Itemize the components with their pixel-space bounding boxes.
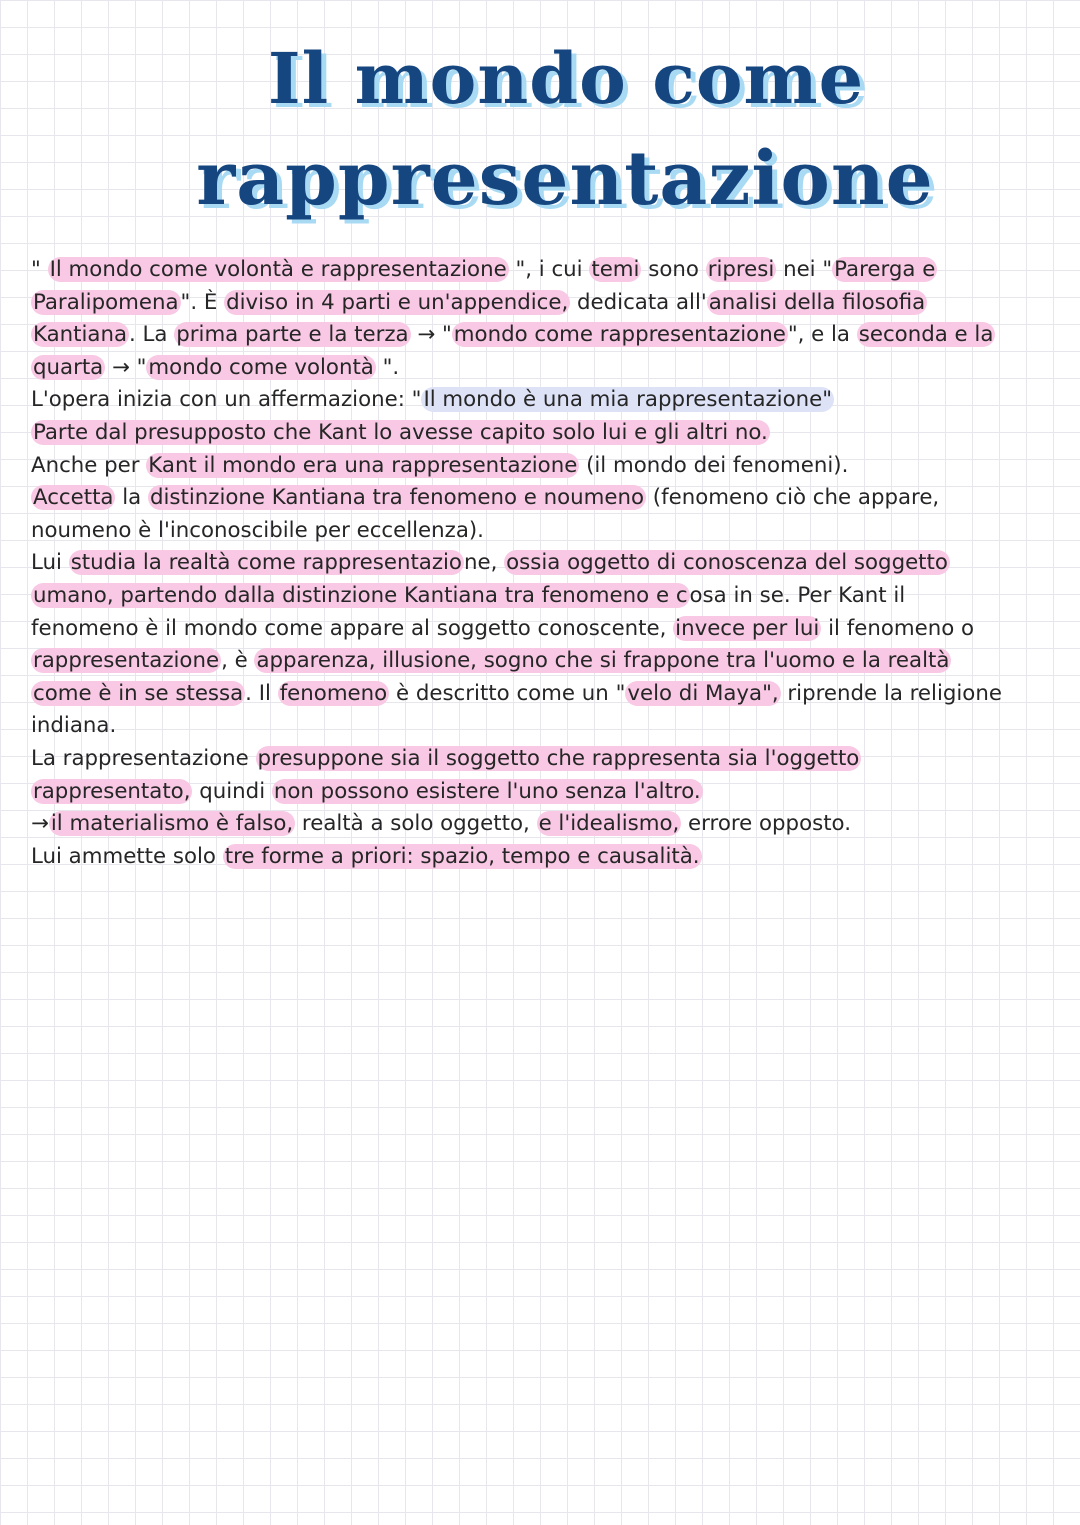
note-text: fenomeno è il mondo come appare al soggetto conoscente,: [31, 615, 674, 641]
note-text: sono: [641, 257, 706, 282]
highlighted-text: studia la realtà come rappresentazio: [70, 550, 462, 576]
highlighted-text: il materialismo è falso,: [50, 811, 294, 837]
note-line: [31, 776, 1076, 809]
highlighted-text: Il mondo come volontà e rappresentazione: [49, 257, 507, 282]
note-line: [31, 710, 1076, 743]
note-line: [31, 743, 1076, 776]
note-text: L'opera inizia con un affermazione: ": [31, 387, 422, 413]
note-line: [31, 808, 1076, 841]
highlighted-text: umano, partendo dalla distinzione Kantiana tra fenomeno e c: [33, 582, 688, 608]
note-text: → ": [105, 354, 147, 380]
note-text: ". È: [180, 289, 225, 315]
note-line: [31, 547, 1076, 580]
note-text: ne,: [463, 550, 505, 576]
highlighted-text: rappresentazione: [33, 648, 220, 674]
note-line: [31, 841, 1076, 874]
note-line: [31, 384, 1076, 417]
highlighted-text: ossia oggetto di conoscenza del soggetto: [506, 550, 948, 576]
note-text: errore opposto.: [681, 811, 851, 837]
note-text: →: [31, 811, 49, 837]
page-title-line-2: rappresentazione: [196, 136, 934, 222]
note-text: Lui ammette solo: [31, 843, 223, 869]
highlighted-text: velo di Maya",: [627, 680, 779, 706]
note-text: La rappresentazione: [31, 745, 256, 771]
note-text: Lui: [31, 550, 69, 576]
highlighted-text: ripresi: [707, 257, 775, 282]
highlighted-text: temi: [591, 257, 640, 282]
note-text: è descritto come un ": [389, 680, 626, 706]
note-text: (fenomeno ciò che appare,: [646, 485, 940, 511]
highlighted-text: rappresentato,: [33, 778, 191, 804]
note-text: nei ": [776, 257, 833, 282]
note-text: ", i cui: [508, 257, 590, 282]
note-text: Anche per: [31, 452, 147, 478]
highlighted-text: Paralipomena: [33, 289, 179, 315]
note-text: realtà a solo oggetto,: [295, 811, 537, 837]
note-text: . Il: [245, 680, 278, 706]
note-line: [31, 254, 1076, 287]
note-line: [31, 515, 1076, 548]
page-title-line-1: Il mondo come: [267, 37, 865, 120]
highlighted-text: fenomeno: [279, 680, 388, 706]
highlighted-text: mondo come rappresentazione: [453, 322, 786, 348]
note-text: osa in se. Per Kant il: [689, 582, 906, 608]
notes-body: [31, 254, 1076, 873]
highlighted-text: seconda e la: [858, 322, 994, 348]
highlighted-text: Kant il mondo era una rappresentazione: [148, 452, 578, 478]
highlighted-text: Accetta: [33, 485, 114, 511]
note-text: quindi: [192, 778, 272, 804]
highlighted-text: Parte dal presupposto che Kant lo avesse capito solo lui e gli altri no.: [33, 419, 768, 445]
note-text: dedicata all': [570, 289, 707, 315]
note-text: , è: [221, 648, 255, 674]
highlighted-text: e l'idealismo,: [538, 811, 680, 837]
highlighted-text: analisi della filosofia: [708, 289, 926, 315]
highlighted-quote: Il mondo è una mia rappresentazione": [423, 387, 833, 413]
note-line: [31, 482, 1076, 515]
note-text: la: [115, 485, 148, 511]
highlighted-text: quarta: [33, 354, 104, 380]
note-line: [31, 352, 1076, 385]
note-text: ": [31, 257, 48, 282]
note-line: [31, 580, 1076, 613]
note-line: [31, 613, 1076, 646]
note-text: ".: [375, 354, 400, 380]
highlighted-text: presuppone sia il soggetto che rappresenta sia l'oggetto: [257, 745, 860, 771]
note-text: (il mondo dei fenomeni).: [579, 452, 849, 478]
note-line: [31, 645, 1076, 678]
note-line: [31, 678, 1076, 711]
note-line: [31, 287, 1076, 320]
note-text: ", e la: [787, 322, 857, 348]
note-line: [31, 417, 1076, 450]
highlighted-text: Parerga e: [834, 257, 936, 282]
note-text: → ": [410, 322, 452, 348]
highlighted-text: prima parte e la terza: [176, 322, 409, 348]
note-text: indiana.: [31, 713, 117, 739]
highlighted-text: tre forme a priori: spazio, tempo e causalità.: [224, 843, 700, 869]
note-text: . La: [129, 322, 175, 348]
highlighted-text: non possono esistere l'uno senza l'altro.: [273, 778, 701, 804]
note-line: [31, 450, 1076, 483]
highlighted-text: mondo come volontà: [148, 354, 374, 380]
highlighted-text: diviso in 4 parti e un'appendice,: [226, 289, 569, 315]
note-text: riprende la religione: [780, 680, 1002, 706]
highlighted-text: apparenza, illusione, sogno che si frappone tra l'uomo e la realtà: [256, 648, 950, 674]
note-line: [31, 319, 1076, 352]
highlighted-text: distinzione Kantiana tra fenomeno e noumeno: [149, 485, 645, 511]
highlighted-text: come è in se stessa: [33, 680, 244, 706]
note-text: il fenomeno o: [821, 615, 975, 641]
highlighted-text: Kantiana: [33, 322, 128, 348]
note-text: noumeno è l'inconoscibile per eccellenza).: [31, 517, 484, 543]
highlighted-text: invece per lui: [675, 615, 820, 641]
